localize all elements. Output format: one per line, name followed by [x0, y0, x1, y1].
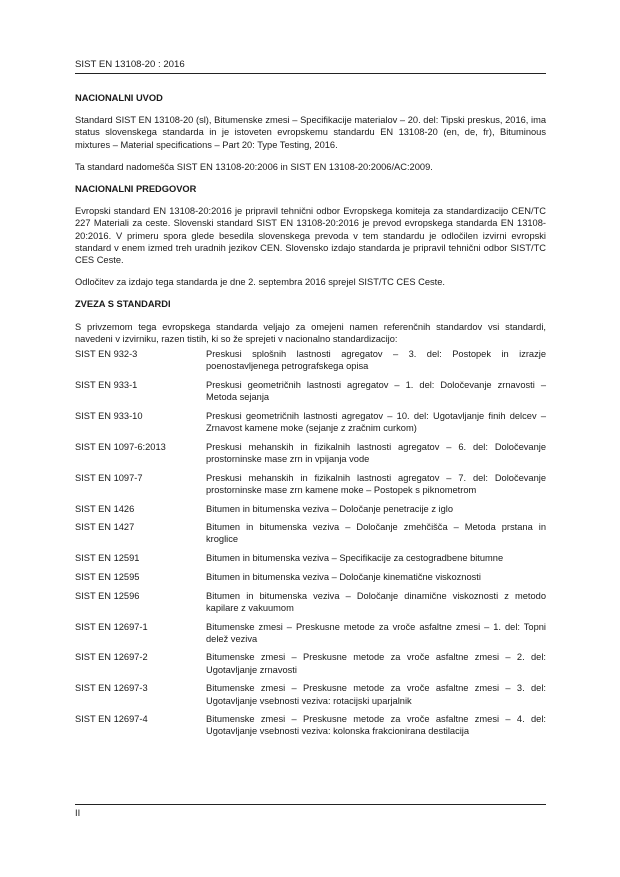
table-row — [75, 651, 546, 682]
standard-code: SIST EN 12697-3 — [75, 683, 148, 694]
page-content — [75, 92, 546, 744]
standard-title: Bitumen in bitumenska veziva – Specifikacije za cestogradbene bitumne — [206, 553, 504, 564]
heading-nacionalni-uvod: NACIONALNI UVOD — [75, 93, 163, 103]
uvod-paragraph-1: Standard SIST EN 13108-20 (sl), Bitumenske zmesi – Specifikacije materialov – 20. del: Tipski preskus, 2016, ima status slovenskega standarda in je istoveten evropskemu standardu EN 13108-20 (en, de, fr), Bituminous mixtures – Material specifications – Part 20: Type Testing, 2016. — [75, 115, 546, 150]
table-row — [75, 379, 546, 410]
footer-rule — [75, 804, 546, 805]
table-row — [75, 682, 546, 713]
reference-standards-table — [75, 348, 546, 744]
standard-code: SIST EN 12596 — [75, 590, 140, 601]
standard-title: Bitumen in bitumenska veziva – Določanje zmehčišča – Metoda prstana in kroglice — [206, 522, 546, 545]
standard-title: Preskusi geometričnih lastnosti agregatov – 10. del: Ugotavljanje finih delcev – Zrnavost kamene moke (sejanje z zračnim curkom) — [206, 410, 546, 434]
standard-title: Bitumenske zmesi – Preskusne metode za vroče asfaltne zmesi – 4. del: Ugotavljanje vsebnosti veziva: kolonska frakcionirana destilacija — [206, 714, 546, 737]
standard-title: Bitumenske zmesi – Preskusne metode za vroče asfaltne zmesi – 1. del: Topni delež veziva — [206, 621, 546, 644]
table-row — [75, 441, 546, 472]
standard-title: Preskusi splošnih lastnosti agregatov – 3. del: Postopek in izrazje poenostavljenega petrografskega opisa — [206, 349, 546, 372]
heading-zveza-s-standardi: ZVEZA S STANDARDI — [75, 299, 171, 310]
document-id: SIST EN 13108-20 : 2016 — [75, 59, 185, 70]
table-row — [75, 348, 546, 379]
page-number: II — [75, 808, 81, 818]
standard-code: SIST EN 1427 — [75, 522, 135, 533]
predgovor-paragraph-2: Odločitev za izdajo tega standarda je dne 2. septembra 2016 sprejel SIST/TC CES Ceste. — [75, 277, 446, 288]
table-row — [75, 590, 546, 621]
standard-code: SIST EN 932-3 — [75, 349, 138, 360]
table-row — [75, 503, 546, 522]
table-row — [75, 621, 546, 652]
table-row — [75, 713, 546, 744]
standard-title: Preskusi geometričnih lastnosti agregatov – 1. del: Določevanje zrnavosti – Metoda sejanja — [206, 379, 546, 403]
standard-code: SIST EN 12697-4 — [75, 714, 148, 725]
table-row — [75, 521, 546, 552]
header-rule — [75, 73, 546, 74]
standard-code: SIST EN 933-1 — [75, 379, 138, 390]
heading-nacionalni-predgovor: NACIONALNI PREDGOVOR — [75, 184, 197, 195]
standard-title: Bitumen in bitumenska veziva – Določanje dinamične viskoznosti z metodo kapilare z vakuumom — [206, 590, 546, 613]
standard-title: Bitumen in bitumenska veziva – Določanje penetracije z iglo — [206, 503, 454, 514]
zveza-intro: S privzemom tega evropskega standarda veljajo za omejeni namen referenčnih standardov vsi standardi, navedeni v izvirniku, razen tistih, ki so že sprejeti v nacionalno standardizacijo: — [75, 321, 546, 344]
table-row — [75, 571, 546, 590]
uvod-paragraph-2: Ta standard nadomešča SIST EN 13108-20:2006 in SIST EN 13108-20:2006/AC:2009. — [75, 161, 433, 172]
standard-title: Preskusi mehanskih in fizikalnih lastnosti agregatov – 7. del: Določevanje prostorninske mase zrn kamene moke – Postopek s piknometrom — [206, 472, 546, 495]
table-row — [75, 472, 546, 503]
standard-code: SIST EN 12595 — [75, 571, 140, 582]
standard-code: SIST EN 12591 — [75, 553, 140, 564]
predgovor-paragraph-1: Evropski standard EN 13108-20:2016 je pripravil tehnični odbor Evropskega komiteja za standardizacijo CEN/TC 227 Materiali za ceste. Slovenski standard SIST EN 13108-20:2016 je prevod evropskega standarda EN 13108-20:2016. V primeru spora glede besedila slovenskega prevoda v tem standardu je odločilen izvirni evropski standard v enem izmed treh uradnih jezikov CEN. Slovensko izdajo standarda je pripravil tehnični odbor SIST/TC CES Ceste. — [75, 206, 546, 266]
standard-title: Bitumen in bitumenska veziva – Določanje kinematične viskoznosti — [206, 571, 481, 582]
standard-code: SIST EN 1426 — [75, 503, 135, 514]
standard-code: SIST EN 12697-1 — [75, 621, 148, 632]
standard-code: SIST EN 933-10 — [75, 410, 143, 421]
standard-title: Preskusi mehanskih in fizikalnih lastnosti agregatov – 6. del: Določevanje prostorninske mase zrn in vpijanja vode — [206, 441, 546, 464]
standard-title: Bitumenske zmesi – Preskusne metode za vroče asfaltne zmesi – 3. del: Ugotavljanje vsebnosti veziva: rotacijski uparjalnik — [206, 683, 546, 706]
table-row — [75, 552, 546, 571]
standard-code: SIST EN 1097-7 — [75, 472, 143, 483]
standard-title: Bitumenske zmesi – Preskusne metode za vroče asfaltne zmesi – 2. del: Ugotavljanje zrnavosti — [206, 652, 546, 675]
standard-code: SIST EN 1097-6:2013 — [75, 441, 166, 452]
table-row — [75, 410, 546, 441]
standard-code: SIST EN 12697-2 — [75, 652, 148, 663]
